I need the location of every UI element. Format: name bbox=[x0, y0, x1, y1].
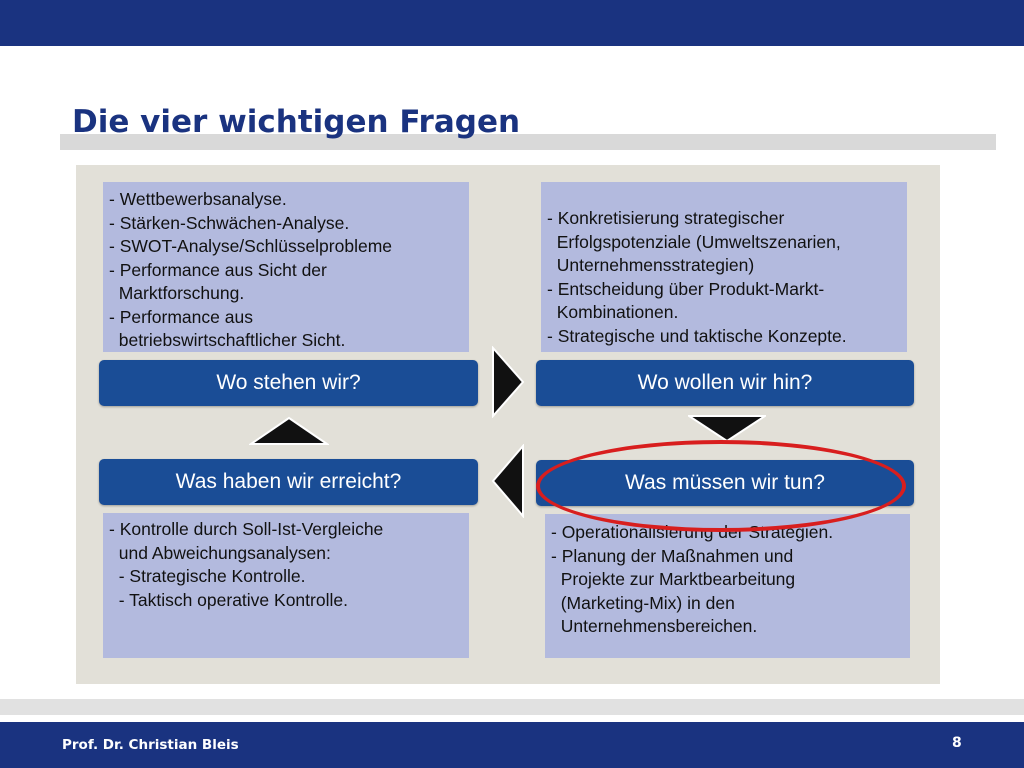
top-left-text-box bbox=[103, 182, 469, 352]
arrow-down-icon bbox=[688, 414, 766, 442]
text-line: - Konkretisierung strategischer bbox=[547, 208, 785, 228]
text-line: - Planung der Maßnahmen und bbox=[551, 545, 794, 566]
arrow-left-icon bbox=[490, 444, 526, 518]
slide-title: Die vier wichtigen Fragen bbox=[72, 104, 521, 140]
footer-separator bbox=[0, 699, 1024, 715]
text-line: betriebswirtschaftlicher Sicht. bbox=[109, 330, 346, 350]
text-line: - SWOT-Analyse/Schlüsselprobleme bbox=[109, 236, 393, 256]
bar-label: Wo stehen wir? bbox=[216, 371, 361, 394]
text-line: (Marketing-Mix) in den bbox=[551, 592, 735, 613]
footer-author: Prof. Dr. Christian Bleis bbox=[62, 737, 239, 753]
question-bar-what-achieved bbox=[99, 459, 478, 505]
text-line: und Abweichungsanalysen: bbox=[109, 542, 331, 563]
arrow-up-icon bbox=[249, 416, 329, 446]
text-line: Projekte zur Marktbearbeitung bbox=[551, 569, 796, 589]
bar-label: Was haben wir erreicht? bbox=[175, 470, 402, 493]
text-line: Erfolgspotenziale (Umweltszenarien, bbox=[547, 231, 841, 252]
bar-label: Wo wollen wir hin? bbox=[637, 371, 813, 394]
red-highlight-circle bbox=[536, 440, 906, 532]
top-header-bar bbox=[0, 0, 1024, 46]
text-line: Marktforschung. bbox=[109, 283, 245, 303]
text-line: - Strategische Kontrolle. bbox=[109, 566, 306, 586]
text-line: - Wettbewerbsanalyse. bbox=[109, 189, 287, 209]
bottom-right-text-box bbox=[545, 514, 910, 658]
text-line: - Performance aus Sicht der bbox=[109, 259, 327, 280]
text-line: - Operationalisierung der Strategien. bbox=[551, 522, 834, 542]
text-line: - Performance aus bbox=[109, 306, 253, 327]
bar-label: Was müssen wir tun? bbox=[625, 471, 825, 494]
bottom-left-text-box bbox=[103, 513, 469, 658]
text-line: Kombinationen. bbox=[547, 302, 679, 322]
text-line: - Strategische und taktische Konzepte. bbox=[547, 325, 847, 346]
top-right-text-box bbox=[541, 182, 907, 352]
text-line: - Taktisch operative Kontrolle. bbox=[109, 589, 348, 610]
question-bar-where-are-we bbox=[99, 360, 478, 406]
text-line: - Stärken-Schwächen-Analyse. bbox=[109, 212, 350, 233]
text-line: - Kontrolle durch Soll-Ist-Vergleiche bbox=[109, 519, 384, 539]
text-line: Unternehmensbereichen. bbox=[551, 616, 758, 636]
page-number: 8 bbox=[952, 735, 962, 751]
text-line: - Entscheidung über Produkt-Markt- bbox=[547, 278, 825, 299]
arrow-right-icon bbox=[490, 346, 526, 418]
question-bar-where-to-go bbox=[536, 360, 914, 406]
text-line: Unternehmensstrategien) bbox=[547, 255, 755, 275]
